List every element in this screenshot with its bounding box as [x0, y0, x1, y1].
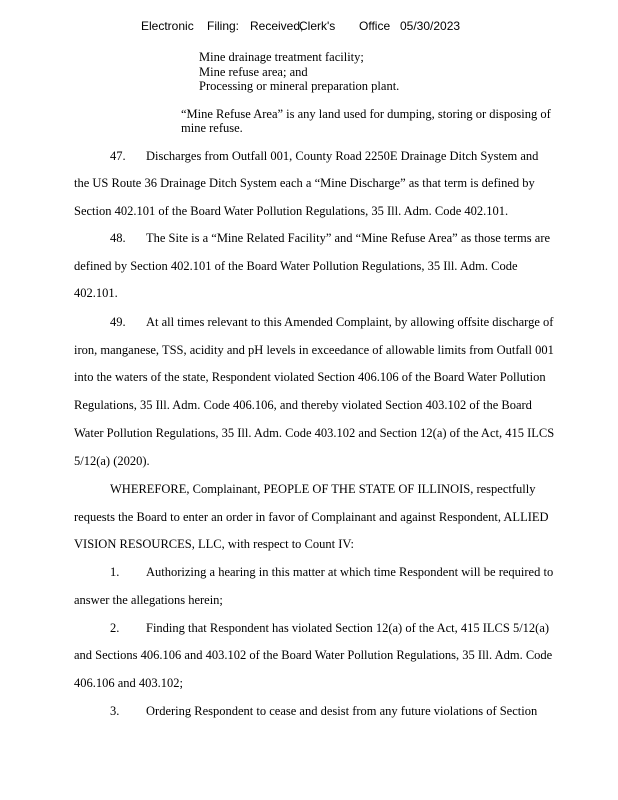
paragraph-line: Finding that Respondent has violated Section 12(a) of the Act, 415 ILCS 5/12(a): [146, 621, 550, 635]
header-electronic: Electronic: [141, 19, 194, 33]
definition-item: Mine drainage treatment facility;: [199, 50, 364, 64]
paragraph-line: defined by Section 402.101 of the Board Water Pollution Regulations, 35 Ill. Adm. Code: [74, 259, 518, 273]
quote-line: mine refuse.: [181, 121, 243, 135]
paragraph-line: WHEREFORE, Complainant, PEOPLE OF THE STATE OF ILLINOIS, respectfully: [110, 482, 536, 496]
quote-line: “Mine Refuse Area” is any land used for dumping, storing or disposing of: [181, 107, 551, 121]
paragraph-line: answer the allegations herein;: [74, 593, 223, 607]
header-received: Received,: [250, 19, 304, 33]
paragraph-line: Authorizing a hearing in this matter at which time Respondent will be required to: [146, 565, 554, 579]
paragraph-line: into the waters of the state, Respondent violated Section 406.106 of the Board Water Pollution: [74, 370, 546, 384]
paragraph-number: 47.: [110, 149, 126, 163]
paragraph-line: VISION RESOURCES, LLC, with respect to Count IV:: [74, 537, 354, 551]
definition-item: Mine refuse area; and: [199, 65, 308, 79]
header-filing: Filing:: [207, 19, 240, 33]
paragraph-number: 48.: [110, 231, 126, 245]
paragraph-line: requests the Board to enter an order in favor of Complainant and against Respondent, ALLIED: [74, 510, 549, 524]
item-number: 2.: [110, 621, 120, 635]
header-clerks: Clerk's: [299, 19, 336, 33]
paragraph-line: The Site is a “Mine Related Facility” and “Mine Refuse Area” as those terms are: [146, 231, 551, 245]
paragraph-line: and Sections 406.106 and 403.102 of the Board Water Pollution Regulations, 35 Ill. Adm. Code: [74, 648, 553, 662]
header-office: Office: [359, 19, 391, 33]
paragraph-line: Discharges from Outfall 001, County Road 2250E Drainage Ditch System and: [146, 149, 539, 163]
paragraph-line: Regulations, 35 Ill. Adm. Code 406.106, and thereby violated Section 403.102 of the Board: [74, 398, 532, 412]
definition-item: Processing or mineral preparation plant.: [199, 79, 400, 93]
paragraph-line: Ordering Respondent to cease and desist from any future violations of Section: [146, 704, 538, 718]
paragraph-line: iron, manganese, TSS, acidity and pH levels in exceedance of allowable limits from Outfall 001: [74, 343, 554, 357]
paragraph-line: At all times relevant to this Amended Complaint, by allowing offsite discharge of: [146, 315, 554, 329]
header-date: 05/30/2023: [400, 19, 461, 33]
paragraph-line: 5/12(a) (2020).: [74, 454, 150, 468]
item-number: 1.: [110, 565, 120, 579]
item-number: 3.: [110, 704, 120, 718]
paragraph-line: 406.106 and 403.102;: [74, 676, 184, 690]
paragraph-line: 402.101.: [74, 286, 118, 300]
paragraph-number: 49.: [110, 315, 126, 329]
paragraph-line: Water Pollution Regulations, 35 Ill. Adm. Code 403.102 and Section 12(a) of the Act, 415 ILCS: [74, 426, 555, 440]
paragraph-line: Section 402.101 of the Board Water Pollution Regulations, 35 Ill. Adm. Code 402.101.: [74, 204, 509, 218]
paragraph-line: the US Route 36 Drainage Ditch System each a “Mine Discharge” as that term is defined by: [74, 176, 535, 190]
